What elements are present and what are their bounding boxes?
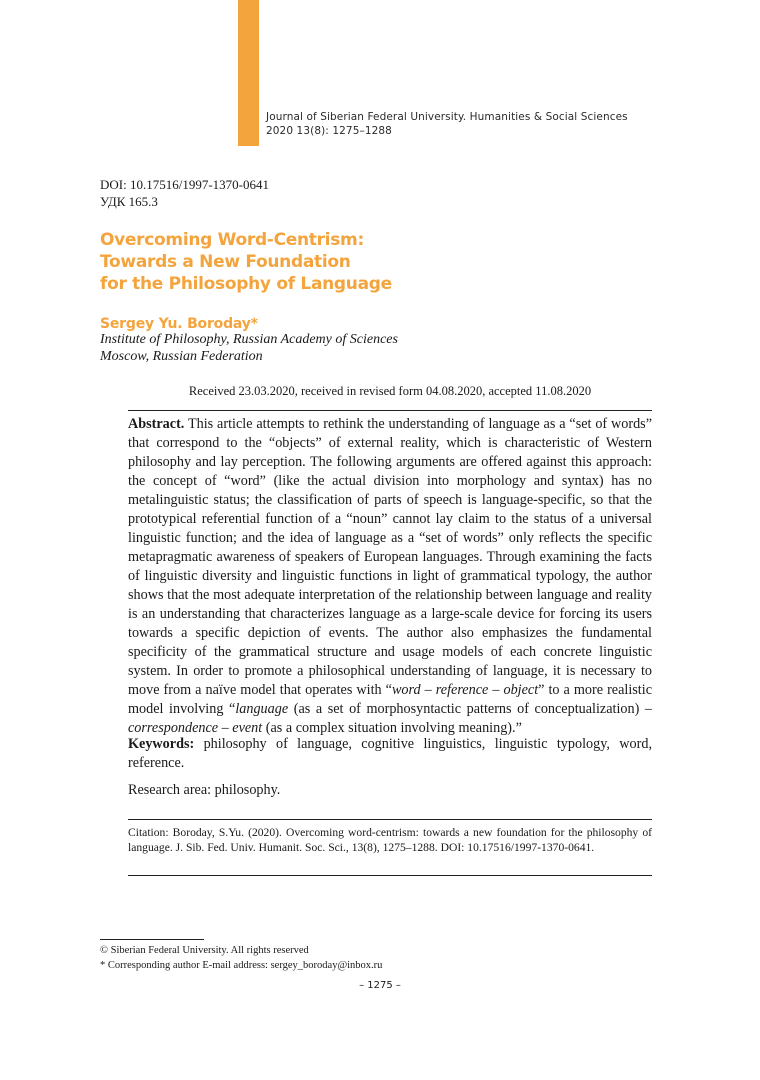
abstract <box>128 415 652 738</box>
abstract-label: Abstract. <box>128 416 185 432</box>
abstract-emphasis: event <box>232 720 263 736</box>
abstract-text: – <box>218 720 233 736</box>
abstract-emphasis: word – reference – object <box>391 682 539 698</box>
title-line-2: Towards a New Foundation <box>100 252 351 272</box>
footnote-rule <box>100 939 204 940</box>
abstract-text: (as a set of morphosyntactic patterns of conceptualization) – <box>288 701 652 717</box>
title-line-3: for the Philosophy of Language <box>100 274 392 294</box>
author-name: Sergey Yu. Boroday* <box>100 316 258 332</box>
abstract-text: ” to a more realistic model involving “ <box>128 682 652 717</box>
header-accent-bar <box>238 0 259 146</box>
keywords-text: philosophy of language, cognitive linguistics, linguistic typology, word, reference. <box>128 736 652 771</box>
abstract-text: (as a complex situation involving meaning).” <box>262 720 522 736</box>
journal-name: Journal of Siberian Federal University. Humanities & Social Sciences <box>266 111 628 123</box>
udk: УДК 165.3 <box>100 194 158 209</box>
author-location: Moscow, Russian Federation <box>100 349 263 364</box>
author-affiliation <box>100 331 398 365</box>
abstract-emphasis: correspondence <box>128 720 219 736</box>
abstract-emphasis: language <box>235 701 289 717</box>
article-identifiers <box>100 176 269 210</box>
research-area: Research area: philosophy. <box>128 782 281 798</box>
abstract-top-rule <box>128 410 652 411</box>
title-line-1: Overcoming Word-Centrism: <box>100 230 364 250</box>
journal-volume: 2020 13(8): 1275–1288 <box>266 125 392 137</box>
footnote-corresponding: * Corresponding author E-mail address: sergey_boroday@inbox.ru <box>100 960 383 971</box>
received-dates: Received 23.03.2020, received in revised form 04.08.2020, accepted 11.08.2020 <box>188 384 592 398</box>
keywords <box>128 735 652 773</box>
page-number: – 1275 – <box>359 980 401 991</box>
abstract-text: This article attempts to rethink the understanding of language as a “set of words” that correspond to the “objects” of external reality, which is characteristic of Western philosophy and lay perception. The following arguments are offered against this approach: the concept of “word” (like the actual division into morphology and syntax) has no metalinguistic status; the classification of parts of speech is language-specific, so that the prototypical referential function of a “noun” cannot lay claim to the status of a universal linguistic function; and the idea of language as a “set of words” only reflects the specific metapragmatic awareness of speakers of European languages. Through examining the facts of linguistic diversity and linguistic functions in light of grammatical typology, the author shows that the most adequate interpretation of the relationship between language and reality is an understanding that characterizes language as a large-scale device for forcing its users towards a specific depiction of events. The author also emphasizes the fundamental specificity of the grammatical structure and usage models of each concrete linguistic system. In order to promote a philosophical understanding of language, it is necessary to move from a naïve model that operates with “ <box>128 416 652 698</box>
keywords-label: Keywords: <box>128 736 195 752</box>
citation: Citation: Boroday, S.Yu. (2020). Overcoming word-centrism: towards a new foundation for the philosophy of language. J. Sib. Fed. Univ. Humanit. Soc. Sci., 13(8), 1275–1288. DOI: 10.17516/1997-1370-0641. <box>128 826 652 854</box>
journal-header <box>266 110 628 138</box>
doi: DOI: 10.17516/1997-1370-0641 <box>100 177 269 192</box>
footnote-copyright: © Siberian Federal University. All rights reserved <box>100 945 309 956</box>
citation-top-rule <box>128 819 652 820</box>
article-title <box>100 229 620 295</box>
citation-bottom-rule <box>128 875 652 876</box>
author-institution: Institute of Philosophy, Russian Academy of Sciences <box>100 332 398 347</box>
